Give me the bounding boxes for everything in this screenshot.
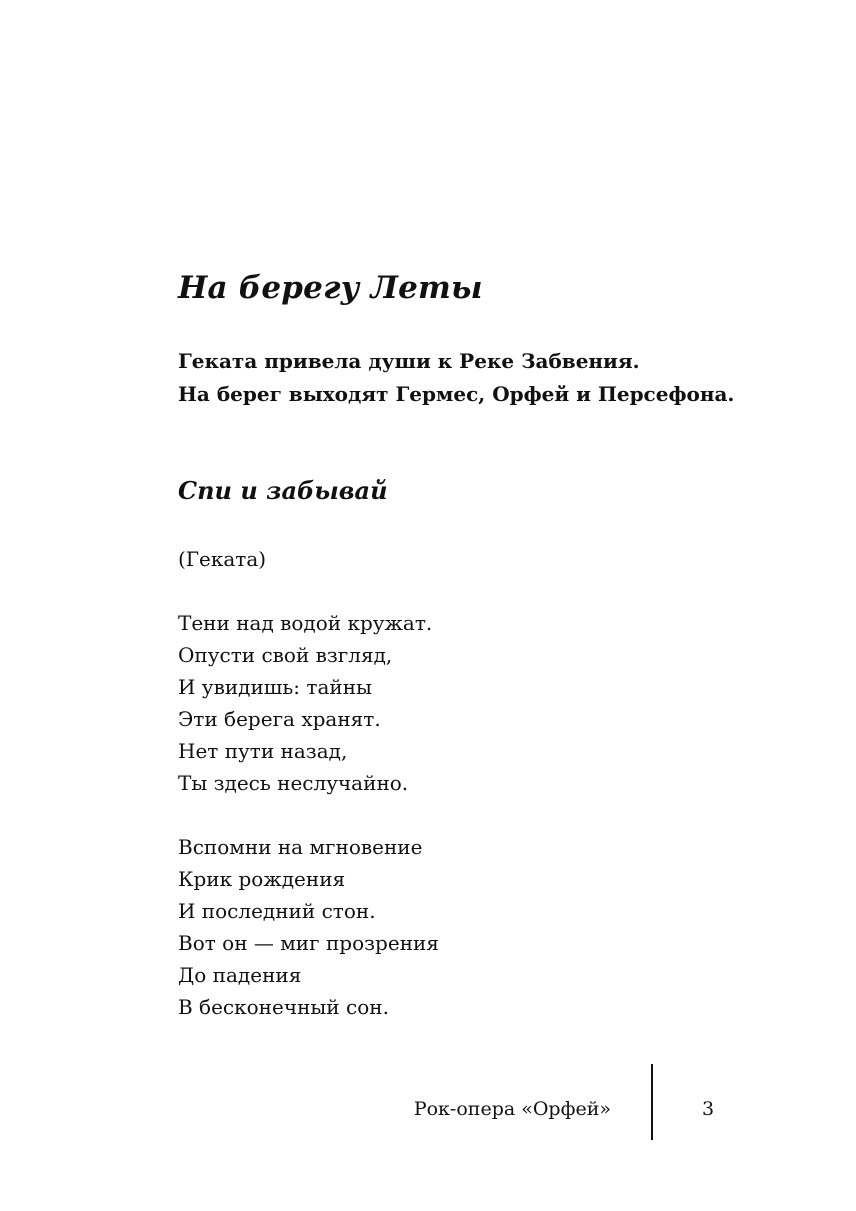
verse-line: Эти берега хранят.	[178, 707, 381, 731]
verse-line: Тени над водой кружат.	[178, 611, 433, 635]
verse-line: И последний стон.	[178, 899, 376, 923]
song-title: Спи и забывай	[178, 476, 388, 505]
verse-line: Нет пути назад,	[178, 739, 348, 763]
verse-line: Ты здесь неслучайно.	[178, 771, 409, 795]
running-footer-title: Рок-опера «Орфей»	[413, 1098, 611, 1120]
stanza	[178, 831, 439, 1023]
stage-direction-line: Геката привела души к Реке Забвения.	[178, 349, 640, 373]
stage-direction	[178, 345, 734, 411]
page-number: 3	[702, 1098, 715, 1120]
stanza	[178, 607, 432, 799]
verse-line: И увидишь: тайны	[178, 675, 372, 699]
verse-line: Вот он — миг прозрения	[178, 931, 439, 955]
stage-direction-line: На берег выходят Гермес, Орфей и Персефона.	[178, 382, 735, 406]
singer-name: (Геката)	[178, 547, 267, 571]
verse-line: Крик рождения	[178, 867, 346, 891]
chapter-title: На берегу Леты	[178, 270, 483, 306]
verse-line: В бесконечный сон.	[178, 995, 389, 1019]
verse-line: Опусти свой взгляд,	[178, 643, 393, 667]
footer-divider	[651, 1064, 653, 1140]
verse-line: До падения	[178, 963, 302, 987]
verse-line: Вспомни на мгновение	[178, 835, 423, 859]
